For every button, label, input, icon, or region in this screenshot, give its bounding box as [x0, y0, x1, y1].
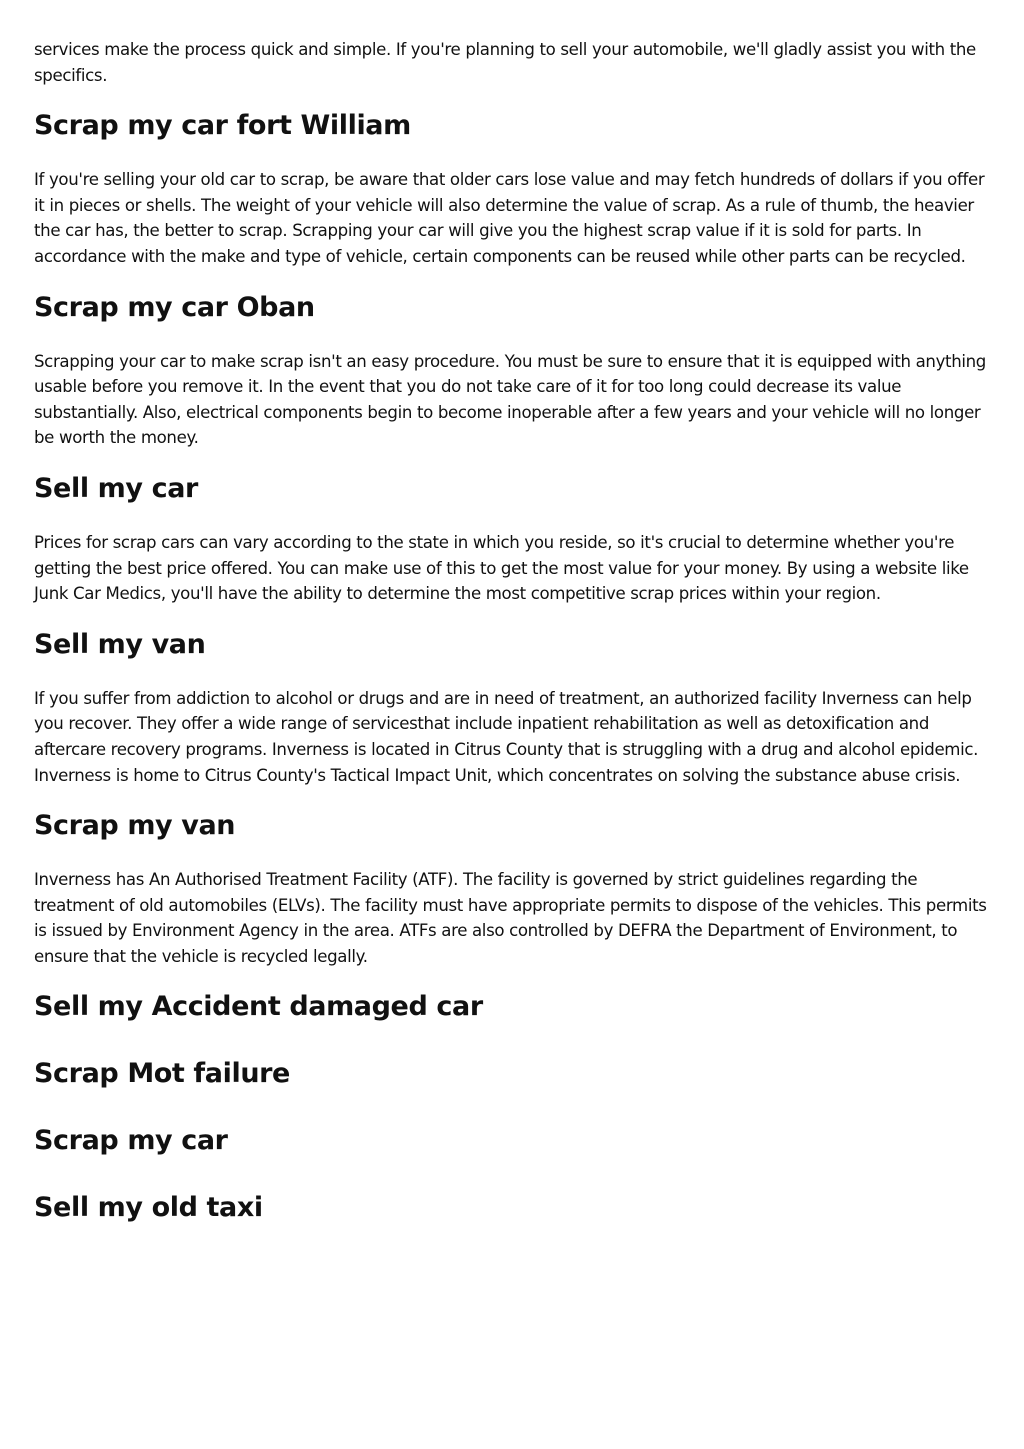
- section-body-scrap-oban: Scrapping your car to make scrap isn't an easy procedure. You must be sure to ensure that it is equipped with anything usable before you remove it. In the event that you do not take care of it for too long could decrease its value substantially. Also, electrical components begin to become inoperable after a few years and your vehicle will no longer be worth the money.: [34, 351, 986, 448]
- section-heading-sell-car: Sell my car: [34, 472, 198, 504]
- section-heading-scrap-van: Scrap my van: [34, 810, 236, 842]
- heading-scrap-mot-failure: Scrap Mot failure: [34, 1058, 290, 1090]
- section-heading-scrap-oban: Scrap my car Oban: [34, 291, 315, 323]
- heading-scrap-my-car: Scrap my car: [34, 1125, 228, 1157]
- section-body-sell-car: Prices for scrap cars can vary according to the state in which you reside, so it's crucial to determine whether you're getting the best price offered. You can make use of this to get the most value for your money. By using a website like Junk Car Medics, you'll have the ability to determine the most competitive scrap prices within your region.: [34, 532, 969, 604]
- heading-sell-accident-damaged-car: Sell my Accident damaged car: [34, 991, 483, 1023]
- section-heading-sell-van: Sell my van: [34, 628, 206, 660]
- intro-paragraph: services make the process quick and simple. If you're planning to sell your automobile, we'll gladly assist you with the specifics.: [34, 40, 976, 85]
- heading-sell-old-taxi: Sell my old taxi: [34, 1192, 263, 1224]
- section-body-scrap-fort-william: If you're selling your old car to scrap, be aware that older cars lose value and may fetch hundreds of dollars if you offer it in pieces or shells. The weight of your vehicle will also determine the value of scrap. As a rule of thumb, the heavier the car has, the better to scrap. Scrapping your car will give you the highest scrap value if it is sold for parts. In accordance with the make and type of vehicle, certain components can be reused while other parts can be recycled.: [34, 170, 985, 266]
- document-page: [34, 37, 990, 1225]
- section-body-scrap-van: Inverness has An Authorised Treatment Facility (ATF). The facility is governed by strict guidelines regarding the treatment of old automobiles (ELVs). The facility must have appropriate permits to dispose of the vehicles. This permits is issued by Environment Agency in the area. ATFs are also controlled by DEFRA the Department of Environment, to ensure that the vehicle is recycled legally.: [34, 870, 987, 966]
- section-heading-scrap-fort-william: Scrap my car fort William: [34, 110, 411, 142]
- section-body-sell-van: If you suffer from addiction to alcohol or drugs and are in need of treatment, an authorized facility Inverness can help you recover. They offer a wide range of servicesthat include inpatient rehabilitation as well as detoxification and aftercare recovery programs. Inverness is located in Citrus County that is struggling with a drug and alcohol epidemic. Inverness is home to Citrus County's Tactical Impact Unit, which concentrates on solving the substance abuse crisis.: [34, 688, 979, 785]
